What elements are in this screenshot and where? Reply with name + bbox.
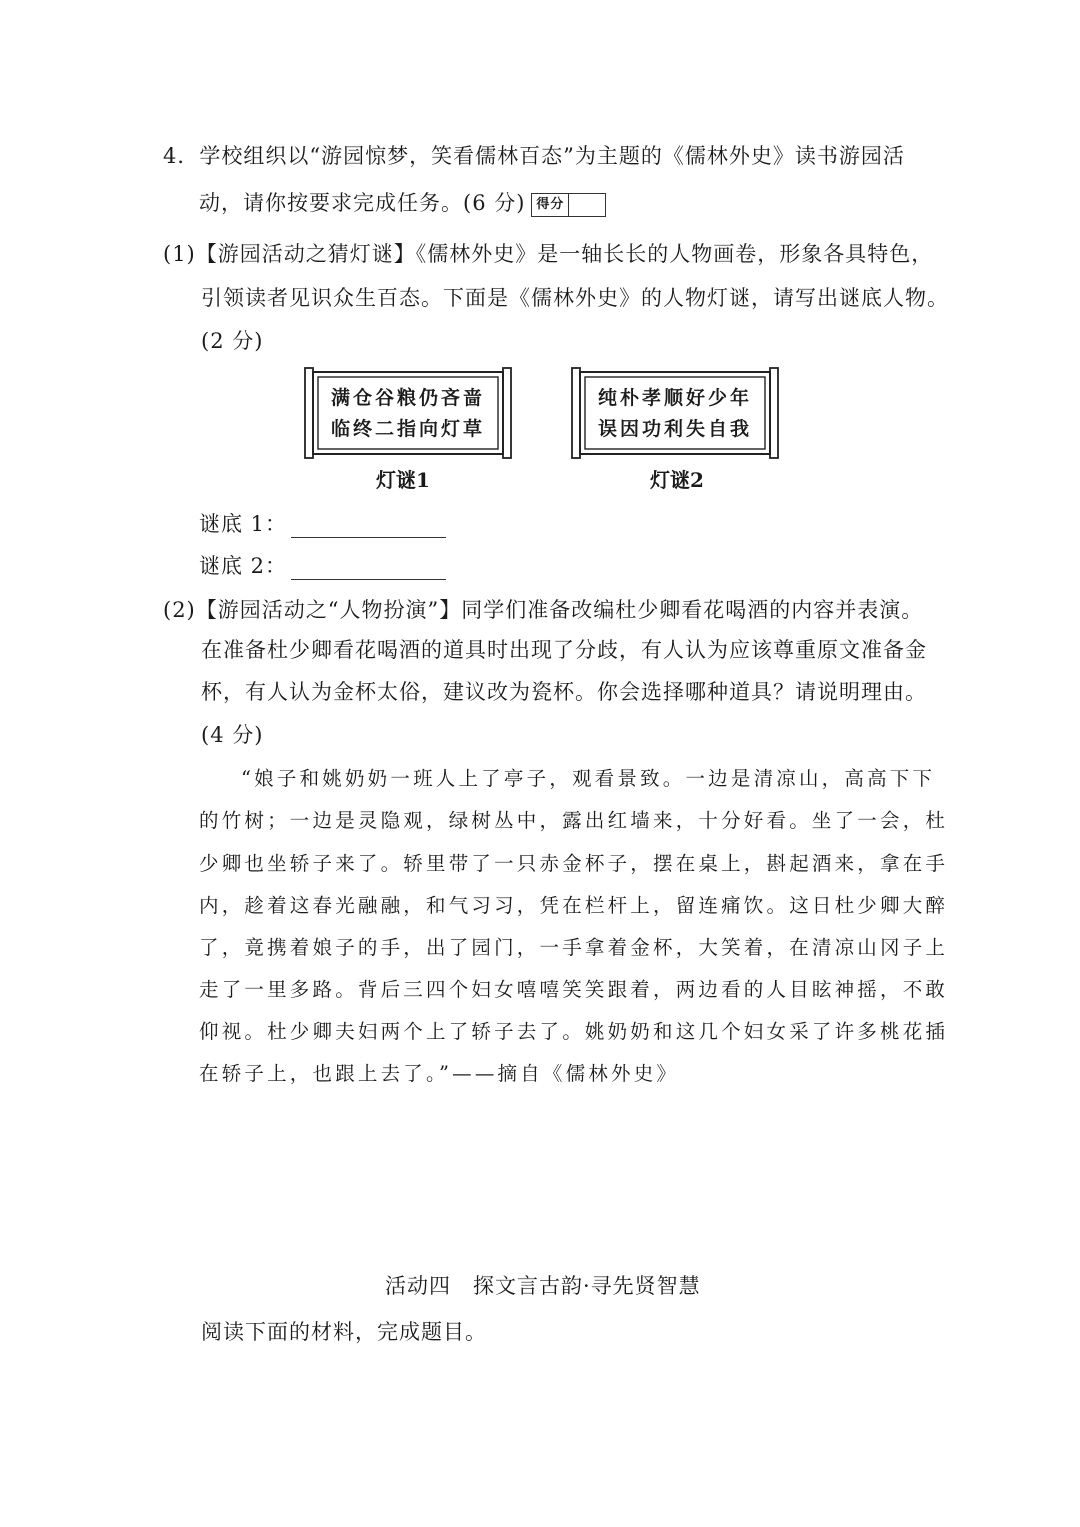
subquestion-1-line-1: (1)【游园活动之猜灯谜】《儒林外史》是一轴长长的人物画卷，形象各具特色， xyxy=(163,242,934,266)
subquestion-2-line-1: (2)【游园活动之“人物扮演”】同学们准备改编杜少卿看花喝酒的内容并表演。 xyxy=(163,598,924,622)
answer-2-blank[interactable] xyxy=(291,557,446,580)
score-blank[interactable] xyxy=(569,194,605,216)
riddle-1-line-2: 临终二指向灯草 xyxy=(330,418,485,440)
activity-4-title: 活动四 探文言古韵·寻先贤智慧 xyxy=(385,1274,701,1298)
passage-line-7: 仰视。杜少卿夫妇两个上了轿子去了。姚奶奶和这几个妇女采了许多桃花插 xyxy=(199,1020,949,1043)
passage-line-6: 走了一里多路。背后三四个妇女嘻嘻笑笑跟着，两边看的人目眩神摇，不敢 xyxy=(199,978,949,1001)
subquestion-1-line-2: 引领读者见识众生百态。下面是《儒林外史》的人物灯谜，请写出谜底人物。 xyxy=(201,286,949,310)
question-4-line-2-text: 动，请你按要求完成任务。(6 分) xyxy=(199,191,526,215)
subquestion-1-line-3: (2 分) xyxy=(201,329,264,353)
passage-line-5: 了，竟携着娘子的手，出了园门，一手拿着金杯，大笑着，在清凉山冈子上 xyxy=(199,936,949,959)
subquestion-2-line-4: (4 分) xyxy=(201,723,264,747)
question-4-line-2 xyxy=(199,187,606,217)
riddle-2-line-1: 纯朴孝顺好少年 xyxy=(597,387,752,409)
activity-4-instruction: 阅读下面的材料，完成题目。 xyxy=(201,1320,487,1344)
passage-line-3: 少卿也坐轿子来了。轿里带了一只赤金杯子，摆在桌上，斟起酒来，拿在手 xyxy=(199,852,949,875)
scroll-frame-1 xyxy=(303,366,513,460)
passage-line-4: 内，趁着这春光融融，和气习习，凭在栏杆上，留连痛饮。这日杜少卿大醉 xyxy=(199,894,949,917)
answer-2 xyxy=(199,550,446,580)
score-box xyxy=(531,193,606,217)
answer-1-blank[interactable] xyxy=(291,515,446,538)
passage-line-8: 在轿子上，也跟上去了。”——摘自《儒林外史》 xyxy=(199,1062,680,1085)
answer-2-label: 谜底 2： xyxy=(199,554,288,578)
subquestion-2-line-3: 杯，有人认为金杯太俗，建议改为瓷杯。你会选择哪种道具？请说明理由。 xyxy=(201,680,927,704)
riddle-caption-2: 灯谜2 xyxy=(650,468,704,492)
passage-line-2: 的竹树；一边是灵隐观，绿树丛中，露出红墙来，十分好看。坐了一会，杜 xyxy=(199,809,949,832)
passage-line-1: “娘子和姚奶奶一班人上了亭子，观看景致。一边是清凉山，高高下下 xyxy=(241,767,936,790)
question-4-line-1: 4．学校组织以“游园惊梦，笑看儒林百态”为主题的《儒林外史》读书游园活 xyxy=(163,144,905,168)
riddle-scroll-1 xyxy=(303,366,513,460)
answer-1 xyxy=(199,508,446,538)
riddle-caption-1: 灯谜1 xyxy=(376,468,430,492)
scroll-frame-2 xyxy=(570,366,780,460)
riddle-1-line-1: 满仓谷粮仍吝啬 xyxy=(330,387,485,409)
answer-1-label: 谜底 1： xyxy=(199,512,288,536)
subquestion-2-line-2: 在准备杜少卿看花喝酒的道具时出现了分歧，有人认为应该尊重原文准备金 xyxy=(201,638,927,662)
score-label: 得分 xyxy=(532,194,569,216)
riddle-scroll-2 xyxy=(570,366,780,460)
riddle-2-line-2: 误因功利失自我 xyxy=(597,418,752,440)
